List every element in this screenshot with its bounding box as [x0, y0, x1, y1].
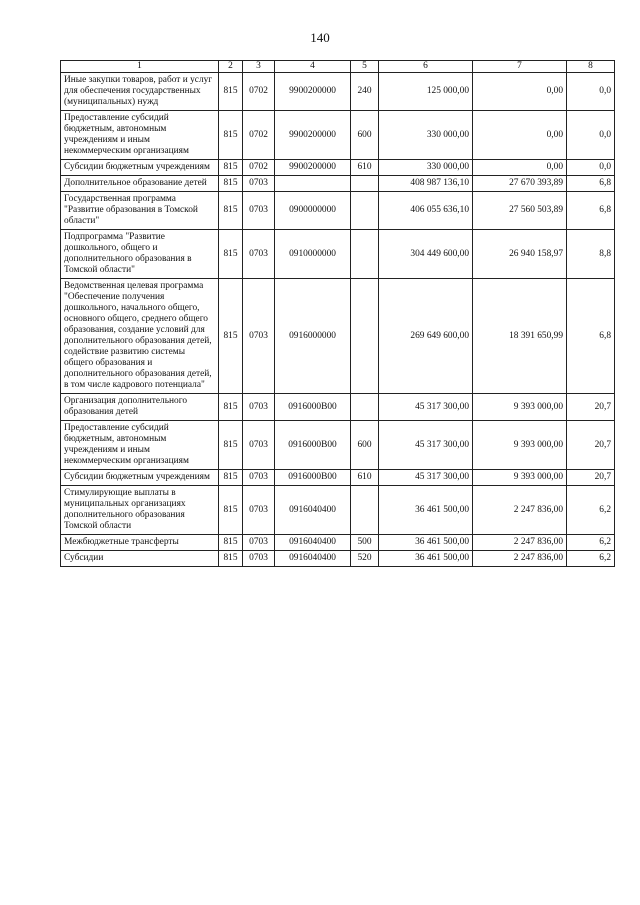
cell-planned-amount: 269 649 600,00	[379, 279, 473, 394]
cell-executed-amount: 2 247 836,00	[473, 486, 567, 535]
table-header-row	[61, 61, 615, 73]
cell-target-article: 0916000В00	[275, 421, 351, 470]
cell-planned-amount: 330 000,00	[379, 160, 473, 176]
cell-target-article: 0916040400	[275, 551, 351, 567]
cell-section: 0703	[243, 470, 275, 486]
cell-executed-amount: 2 247 836,00	[473, 551, 567, 567]
cell-target-article: 0910000000	[275, 230, 351, 279]
table-row	[61, 160, 615, 176]
cell-section: 0703	[243, 486, 275, 535]
table-row	[61, 279, 615, 394]
column-header: 3	[243, 61, 275, 73]
cell-expense-type: 600	[351, 111, 379, 160]
column-header: 5	[351, 61, 379, 73]
cell-expense-type	[351, 279, 379, 394]
cell-code: 815	[219, 230, 243, 279]
cell-code: 815	[219, 535, 243, 551]
column-header: 8	[567, 61, 615, 73]
cell-percent: 6,8	[567, 176, 615, 192]
cell-code: 815	[219, 160, 243, 176]
cell-section: 0702	[243, 73, 275, 111]
row-name-cell: Дополнительное образование детей	[61, 176, 219, 192]
row-name-cell: Организация дополнительного образования детей	[61, 394, 219, 421]
cell-code: 815	[219, 176, 243, 192]
cell-expense-type: 610	[351, 160, 379, 176]
cell-section: 0703	[243, 551, 275, 567]
cell-code: 815	[219, 192, 243, 230]
cell-code: 815	[219, 486, 243, 535]
cell-planned-amount: 125 000,00	[379, 73, 473, 111]
table-row	[61, 470, 615, 486]
cell-target-article: 9900200000	[275, 73, 351, 111]
table-row	[61, 421, 615, 470]
table-row	[61, 230, 615, 279]
cell-code: 815	[219, 73, 243, 111]
table-row	[61, 73, 615, 111]
table-row	[61, 192, 615, 230]
cell-planned-amount: 45 317 300,00	[379, 394, 473, 421]
cell-executed-amount: 27 560 503,89	[473, 192, 567, 230]
cell-code: 815	[219, 279, 243, 394]
cell-planned-amount: 330 000,00	[379, 111, 473, 160]
cell-expense-type	[351, 394, 379, 421]
row-name-cell: Субсидии	[61, 551, 219, 567]
row-name-cell: Государственная программа "Развитие образования в Томской области"	[61, 192, 219, 230]
cell-expense-type: 600	[351, 421, 379, 470]
cell-executed-amount: 0,00	[473, 111, 567, 160]
cell-executed-amount: 9 393 000,00	[473, 394, 567, 421]
cell-planned-amount: 36 461 500,00	[379, 535, 473, 551]
cell-planned-amount: 36 461 500,00	[379, 551, 473, 567]
cell-section: 0703	[243, 230, 275, 279]
cell-target-article: 0916000В00	[275, 470, 351, 486]
cell-section: 0703	[243, 192, 275, 230]
cell-section: 0702	[243, 111, 275, 160]
cell-planned-amount: 304 449 600,00	[379, 230, 473, 279]
cell-code: 815	[219, 394, 243, 421]
cell-percent: 8,8	[567, 230, 615, 279]
cell-executed-amount: 9 393 000,00	[473, 421, 567, 470]
cell-target-article: 0916000В00	[275, 394, 351, 421]
cell-percent: 6,2	[567, 551, 615, 567]
cell-executed-amount: 2 247 836,00	[473, 535, 567, 551]
row-name-cell: Ведомственная целевая программа "Обеспечение получения дошкольного, начального общего, основного общего, среднего общего образования, создание условий для дополнительного образования детей, содействие развитию системы общего образования и дополнительного образования детей, в том числе кадрового потенциала"	[61, 279, 219, 394]
cell-planned-amount: 45 317 300,00	[379, 421, 473, 470]
cell-target-article: 0916000000	[275, 279, 351, 394]
cell-target-article: 0900000000	[275, 192, 351, 230]
cell-section: 0703	[243, 394, 275, 421]
row-name-cell: Иные закупки товаров, работ и услуг для обеспечения государственных (муниципальных) нужд	[61, 73, 219, 111]
column-header: 7	[473, 61, 567, 73]
page-number: 140	[310, 30, 330, 45]
cell-percent: 6,8	[567, 279, 615, 394]
cell-target-article: 9900200000	[275, 160, 351, 176]
cell-target-article: 0916040400	[275, 486, 351, 535]
cell-section: 0703	[243, 176, 275, 192]
cell-target-article: 0916040400	[275, 535, 351, 551]
cell-executed-amount: 0,00	[473, 73, 567, 111]
cell-section: 0702	[243, 160, 275, 176]
cell-executed-amount: 27 670 393,89	[473, 176, 567, 192]
cell-code: 815	[219, 111, 243, 160]
cell-percent: 0,0	[567, 160, 615, 176]
cell-target-article: 9900200000	[275, 111, 351, 160]
cell-expense-type	[351, 486, 379, 535]
cell-percent: 0,0	[567, 73, 615, 111]
table-row	[61, 111, 615, 160]
cell-executed-amount: 9 393 000,00	[473, 470, 567, 486]
row-name-cell: Межбюджетные трансферты	[61, 535, 219, 551]
budget-table	[60, 60, 615, 567]
cell-section: 0703	[243, 535, 275, 551]
cell-expense-type: 500	[351, 535, 379, 551]
table-body	[61, 73, 615, 567]
row-name-cell: Предоставление субсидий бюджетным, автономным учреждениям и иным некоммерческим организациям	[61, 421, 219, 470]
column-header: 2	[219, 61, 243, 73]
row-name-cell: Стимулирующие выплаты в муниципальных организациях дополнительного образования Томской области	[61, 486, 219, 535]
cell-code: 815	[219, 421, 243, 470]
cell-percent: 20,7	[567, 470, 615, 486]
cell-code: 815	[219, 470, 243, 486]
column-header: 1	[61, 61, 219, 73]
cell-code: 815	[219, 551, 243, 567]
cell-section: 0703	[243, 421, 275, 470]
cell-expense-type: 520	[351, 551, 379, 567]
cell-executed-amount: 18 391 650,99	[473, 279, 567, 394]
table-row	[61, 394, 615, 421]
cell-percent: 20,7	[567, 394, 615, 421]
cell-executed-amount: 26 940 158,97	[473, 230, 567, 279]
column-header: 4	[275, 61, 351, 73]
cell-percent: 0,0	[567, 111, 615, 160]
column-header: 6	[379, 61, 473, 73]
cell-target-article	[275, 176, 351, 192]
cell-expense-type	[351, 192, 379, 230]
cell-percent: 6,8	[567, 192, 615, 230]
table-row	[61, 486, 615, 535]
table-row	[61, 551, 615, 567]
cell-planned-amount: 408 987 136,10	[379, 176, 473, 192]
table-row	[61, 176, 615, 192]
row-name-cell: Субсидии бюджетным учреждениям	[61, 470, 219, 486]
cell-planned-amount: 406 055 636,10	[379, 192, 473, 230]
row-name-cell: Субсидии бюджетным учреждениям	[61, 160, 219, 176]
table-row	[61, 535, 615, 551]
row-name-cell: Предоставление субсидий бюджетным, автономным учреждениям и иным некоммерческим организациям	[61, 111, 219, 160]
cell-percent: 6,2	[567, 535, 615, 551]
cell-expense-type	[351, 176, 379, 192]
cell-percent: 6,2	[567, 486, 615, 535]
cell-planned-amount: 45 317 300,00	[379, 470, 473, 486]
cell-expense-type	[351, 230, 379, 279]
cell-percent: 20,7	[567, 421, 615, 470]
cell-planned-amount: 36 461 500,00	[379, 486, 473, 535]
row-name-cell: Подпрограмма "Развитие дошкольного, общего и дополнительного образования в Томской области"	[61, 230, 219, 279]
cell-section: 0703	[243, 279, 275, 394]
cell-expense-type: 240	[351, 73, 379, 111]
cell-expense-type: 610	[351, 470, 379, 486]
cell-executed-amount: 0,00	[473, 160, 567, 176]
